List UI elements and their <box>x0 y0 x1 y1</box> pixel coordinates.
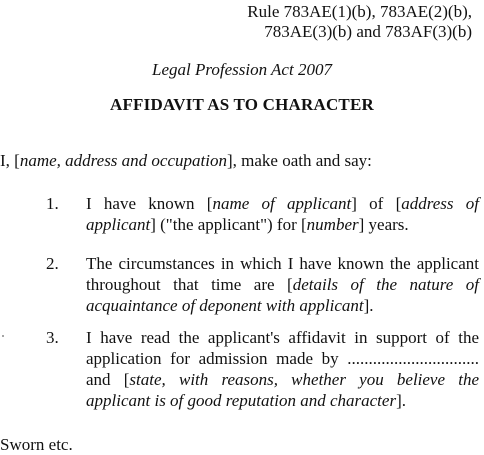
placeholder-open-bracket: [ <box>123 370 130 389</box>
paragraph-text: of <box>356 194 396 213</box>
rule-reference-line-2: 783AE(3)(b) and 783AF(3)(b) <box>264 22 472 41</box>
intro-suffix: , make oath and say: <box>232 151 372 170</box>
placeholder <box>301 215 364 234</box>
placeholder-text: name of applicant <box>212 194 352 213</box>
paragraph-1 <box>86 193 479 235</box>
paragraph-text: years. <box>364 215 409 234</box>
placeholder-close-bracket: ] <box>351 194 357 213</box>
rule-reference-line-1: Rule 783AE(1)(b), 783AE(2)(b), <box>247 2 472 21</box>
paragraph-number-3: 3. <box>46 328 59 347</box>
act-name: Legal Profession Act 2007 <box>152 60 332 79</box>
paragraph-text: I have read the applicant's affidavit in support of the application for admission made by ............................... and <box>86 328 479 389</box>
placeholder-text: number <box>306 215 359 234</box>
placeholder-text: state, with reasons, whether you believe the applicant is of good reputation and character <box>86 370 479 410</box>
margin-mark <box>2 335 4 337</box>
placeholder-close-bracket: ] <box>363 296 370 315</box>
paragraph-text: ("the applicant") for <box>155 215 301 234</box>
paragraph-2 <box>86 253 479 316</box>
rule-reference <box>247 2 472 42</box>
placeholder-text: details of the nature of acquaintance of deponent with applicant <box>86 275 479 315</box>
paragraph-text: . <box>401 391 406 410</box>
placeholder-open-bracket: [ <box>395 194 402 213</box>
placeholder-close-bracket: ] <box>396 391 402 410</box>
intro-statement <box>0 151 372 171</box>
sworn-line: Sworn etc. <box>0 435 73 454</box>
intro-placeholder-close-bracket: ] <box>226 151 233 170</box>
placeholder-close-bracket: ] <box>358 215 365 234</box>
paragraph-number-2: 2. <box>46 254 59 273</box>
placeholder <box>207 194 357 213</box>
paragraph-text: . <box>369 296 374 315</box>
paragraph-3 <box>86 327 479 411</box>
paragraph-number-1: 1. <box>46 194 59 213</box>
intro-prefix: I, <box>0 151 15 170</box>
placeholder-open-bracket: [ <box>287 275 293 294</box>
placeholder-text: address of applicant <box>86 194 479 234</box>
intro-placeholder-text: name, address and occupation <box>19 151 227 170</box>
placeholder-open-bracket: [ <box>206 194 213 213</box>
document-title: AFFIDAVIT AS TO CHARACTER <box>109 95 374 114</box>
paragraph-text: I have known <box>86 194 207 213</box>
intro-placeholder-open-bracket: [ <box>14 151 20 170</box>
intro-placeholder <box>14 151 232 170</box>
placeholder <box>86 370 479 410</box>
paragraph-text: The circumstances in which I have known the applicant throughout that time are <box>86 254 479 294</box>
placeholder-open-bracket: [ <box>301 215 307 234</box>
placeholder-close-bracket: ] <box>150 215 156 234</box>
